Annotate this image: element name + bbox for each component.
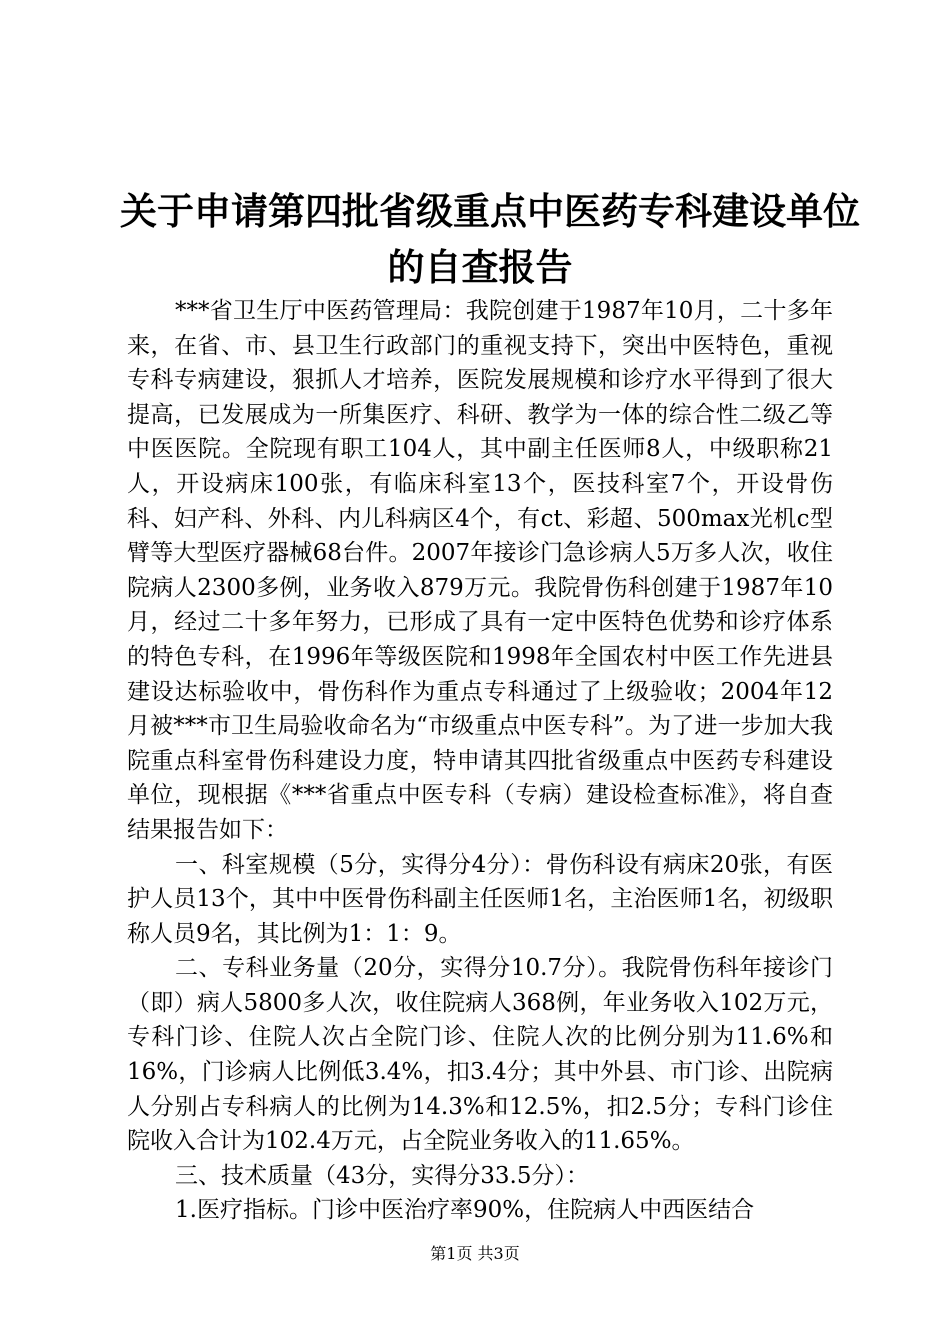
paragraph-section-3: 三、技术质量（43分，实得分33.5分）： bbox=[175, 1162, 589, 1189]
paragraph-section-3-item-1: 1.医疗指标。门诊中医治疗率90%，住院病人中西医结合 bbox=[175, 1197, 755, 1224]
paragraph-section-2: 二、专科业务量（20分，实得分10.7分）。我院骨伤科年接诊门（即）病人5800多人次，收住院病人368例，年业务收入102万元，专科门诊、住院人次占全院门诊、住院人次的比例分别为11.6%和16%，门诊病人比例低3.4%，扣3.4分；其中外县、市门诊、出院病人分别占专科病人的比例为14.3%和12.5%，扣2.5分；专科门诊住院收入合计为102.4万元，占全院业务收入的11.65%。 bbox=[127, 955, 833, 1155]
document-body bbox=[127, 294, 833, 1228]
page-footer: 第1页 共3页 bbox=[430, 1244, 520, 1263]
paragraph-section-1: 一、科室规模（5分，实得分4分）：骨伤科设有病床20张，有医护人员13个，其中中医骨伤科副主任医师1名，主治医师1名，初级职称人员9名，其比例为1：1：9。 bbox=[127, 851, 833, 947]
document-title-line-2: 的自查报告 bbox=[387, 246, 573, 289]
document-title-line-1: 关于申请第四批省级重点中医药专科建设单位 bbox=[120, 190, 860, 233]
paragraph-intro: ***省卫生厅中医药管理局：我院创建于1987年10月，二十多年来，在省、市、县卫生行政部门的重视支持下，突出中医特色，重视专科专病建设，狠抓人才培养，医院发展规模和诊疗水平得到了很大提高，已发展成为一所集医疗、科研、教学为一体的综合性二级乙等中医医院。全院现有职工104人，其中副主任医师8人，中级职称21人，开设病床100张，有临床科室13个，医技科室7个，开设骨伤科、妇产科、外科、内儿科病区4个，有ct、彩超、500max光机c型臂等大型医疗器械68台件。2007年接诊门急诊病人5万多人次，收住院病人2300多例，业务收入879万元。我院骨伤科创建于1987年10月，经过二十多年努力，已形成了具有一定中医特色优势和诊疗体系的特色专科，在1996年等级医院和1998年全国农村中医工作先进县建设达标验收中，骨伤科作为重点专科通过了上级验收；2004年12月被***市卫生局验收命名为“市级重点中医专科”。为了进一步加大我院重点科室骨伤科建设力度，特申请其四批省级重点中医药专科建设单位，现根据《***省重点中医专科（专病）建设检查标准》，将自查结果报告如下： bbox=[127, 298, 833, 843]
